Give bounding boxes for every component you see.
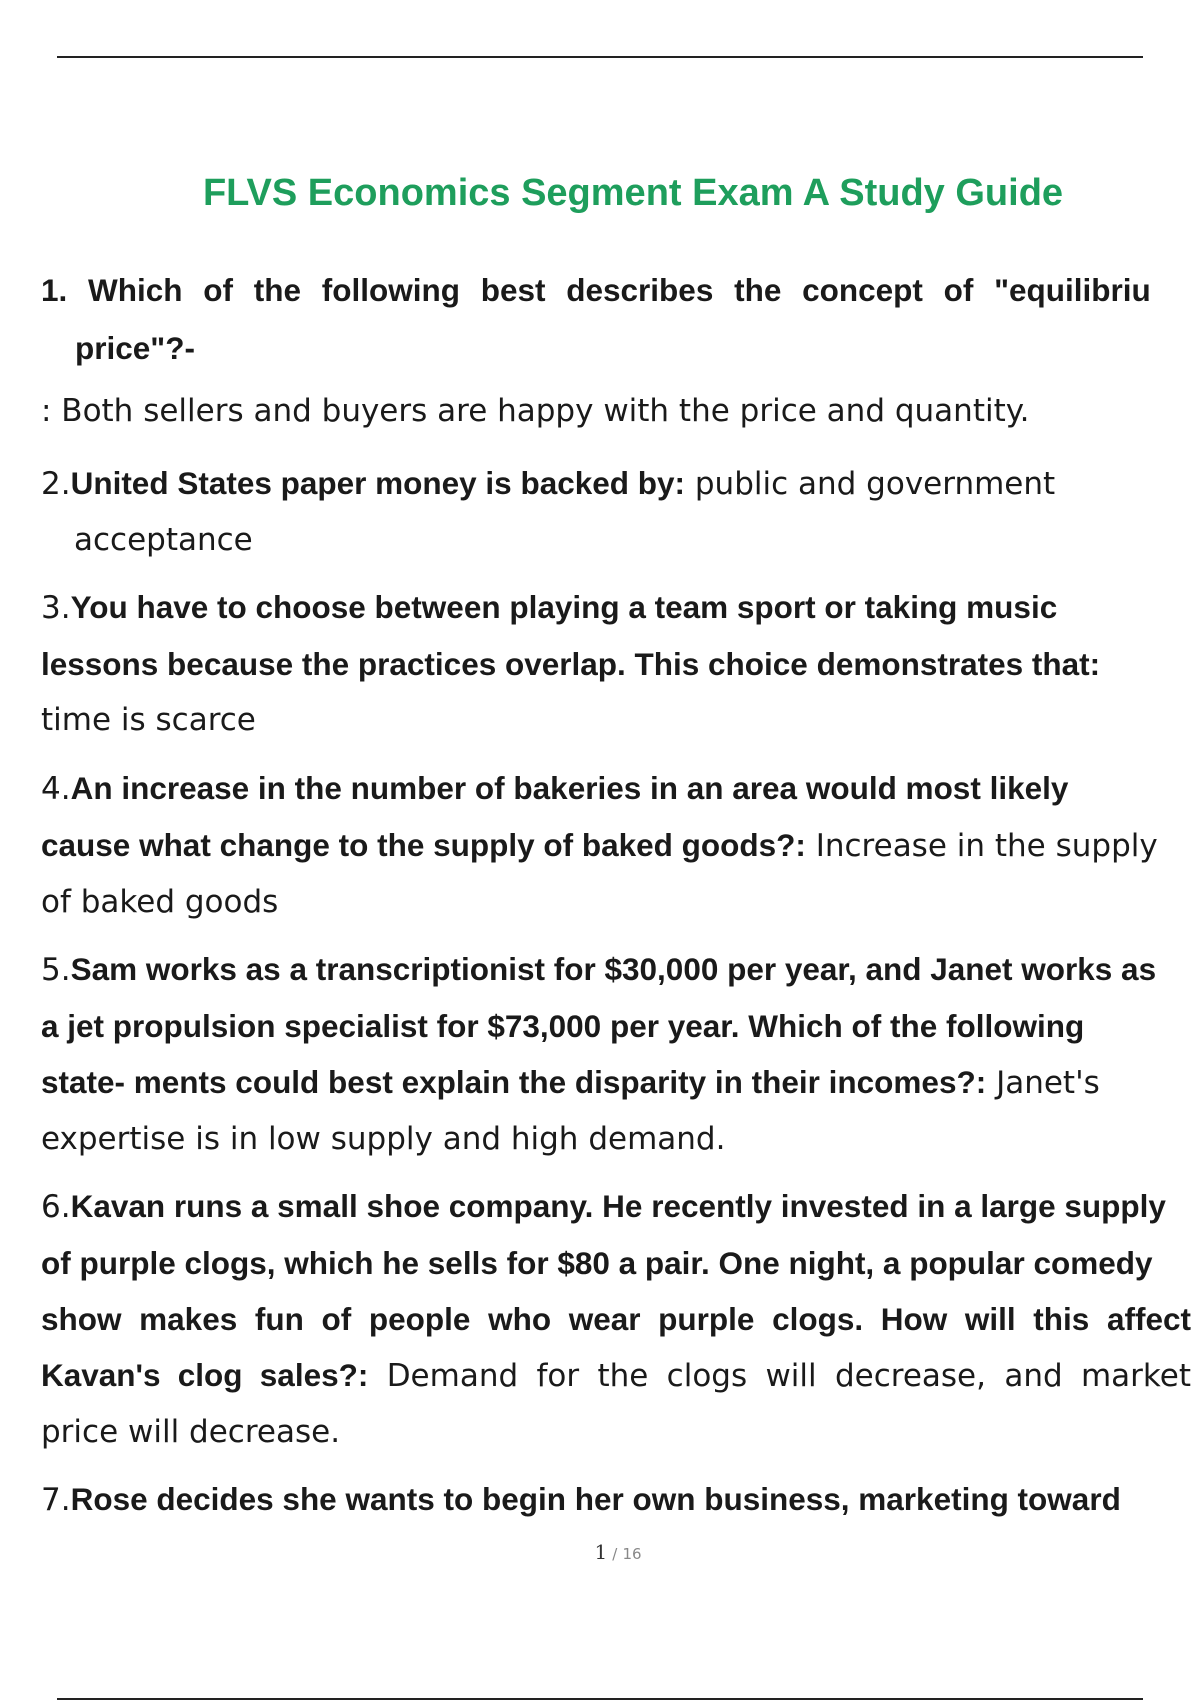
question-text: You have to choose between playing a team sport or taking music	[70, 589, 1058, 625]
question-text: Which of the following best describes the concept of "equilibriu	[88, 272, 1151, 308]
answer-text-continued: expertise is in low supply and high demand.	[41, 1121, 726, 1157]
question-text: Kavan runs a small shoe company. He recently invested in a large supply	[70, 1188, 1166, 1224]
question-4	[41, 760, 1191, 930]
question-text-continued: lessons because the practices overlap. This choice demonstrates that:	[41, 646, 1101, 682]
question-number: 1.	[41, 272, 68, 308]
question-3	[41, 579, 1191, 748]
question-7	[41, 1471, 1191, 1528]
answer-text: time is scarce	[41, 702, 256, 738]
question-number: 6.	[41, 1189, 71, 1225]
question-text: United States paper money is backed by:	[70, 465, 686, 501]
question-text-continued: a jet propulsion specialist for $73,000 per year. Which of the following	[41, 1008, 1085, 1044]
question-text-continued: show makes fun of people who wear purple clogs. How will this affect	[41, 1301, 1191, 1337]
current-page: 1	[594, 1540, 608, 1564]
question-text: Rose decides she wants to begin her own business, marketing toward	[70, 1481, 1121, 1517]
question-2	[41, 455, 1191, 568]
question-5	[41, 941, 1191, 1167]
answer-text: Increase in the supply	[815, 828, 1158, 864]
question-number: 7.	[41, 1482, 71, 1518]
answer-text: Janet's	[996, 1065, 1100, 1101]
question-text-continued: Kavan's clog sales?:	[41, 1357, 369, 1393]
question-1-continued: price"?-	[75, 330, 195, 366]
question-text-continued: of purple clogs, which he sells for $80 a pair. One night, a popular comedy	[41, 1245, 1153, 1281]
total-pages: 16	[622, 1545, 642, 1563]
answer-text: public and government	[694, 466, 1056, 502]
question-number: 4.	[41, 771, 71, 807]
question-number: 5.	[41, 952, 71, 988]
question-text-continued: state- ments could best explain the disparity in their incomes?:	[41, 1064, 987, 1100]
answer-text-continued: of baked goods	[41, 884, 279, 920]
answer-text: Demand for the clogs will decrease, and market	[386, 1358, 1191, 1394]
page-indicator	[0, 1540, 1200, 1564]
document-title: FLVS Economics Segment Exam A Study Guide	[202, 172, 1064, 214]
question-6	[41, 1178, 1191, 1460]
answer-text-continued: price will decrease.	[41, 1414, 341, 1450]
question-1	[41, 272, 1151, 309]
question-text: An increase in the number of bakeries in an area would most likely	[70, 770, 1069, 806]
answer-text-continued: acceptance	[74, 522, 253, 558]
answer-1: : Both sellers and buyers are happy with the price and quantity.	[41, 393, 1030, 429]
question-text: Sam works as a transcriptionist for $30,000 per year, and Janet works as	[70, 951, 1157, 987]
top-rule	[57, 56, 1143, 58]
question-number: 2.	[41, 466, 71, 502]
page-separator: /	[612, 1545, 618, 1563]
question-text-continued: cause what change to the supply of baked goods?:	[41, 827, 806, 863]
question-number: 3.	[41, 590, 71, 626]
